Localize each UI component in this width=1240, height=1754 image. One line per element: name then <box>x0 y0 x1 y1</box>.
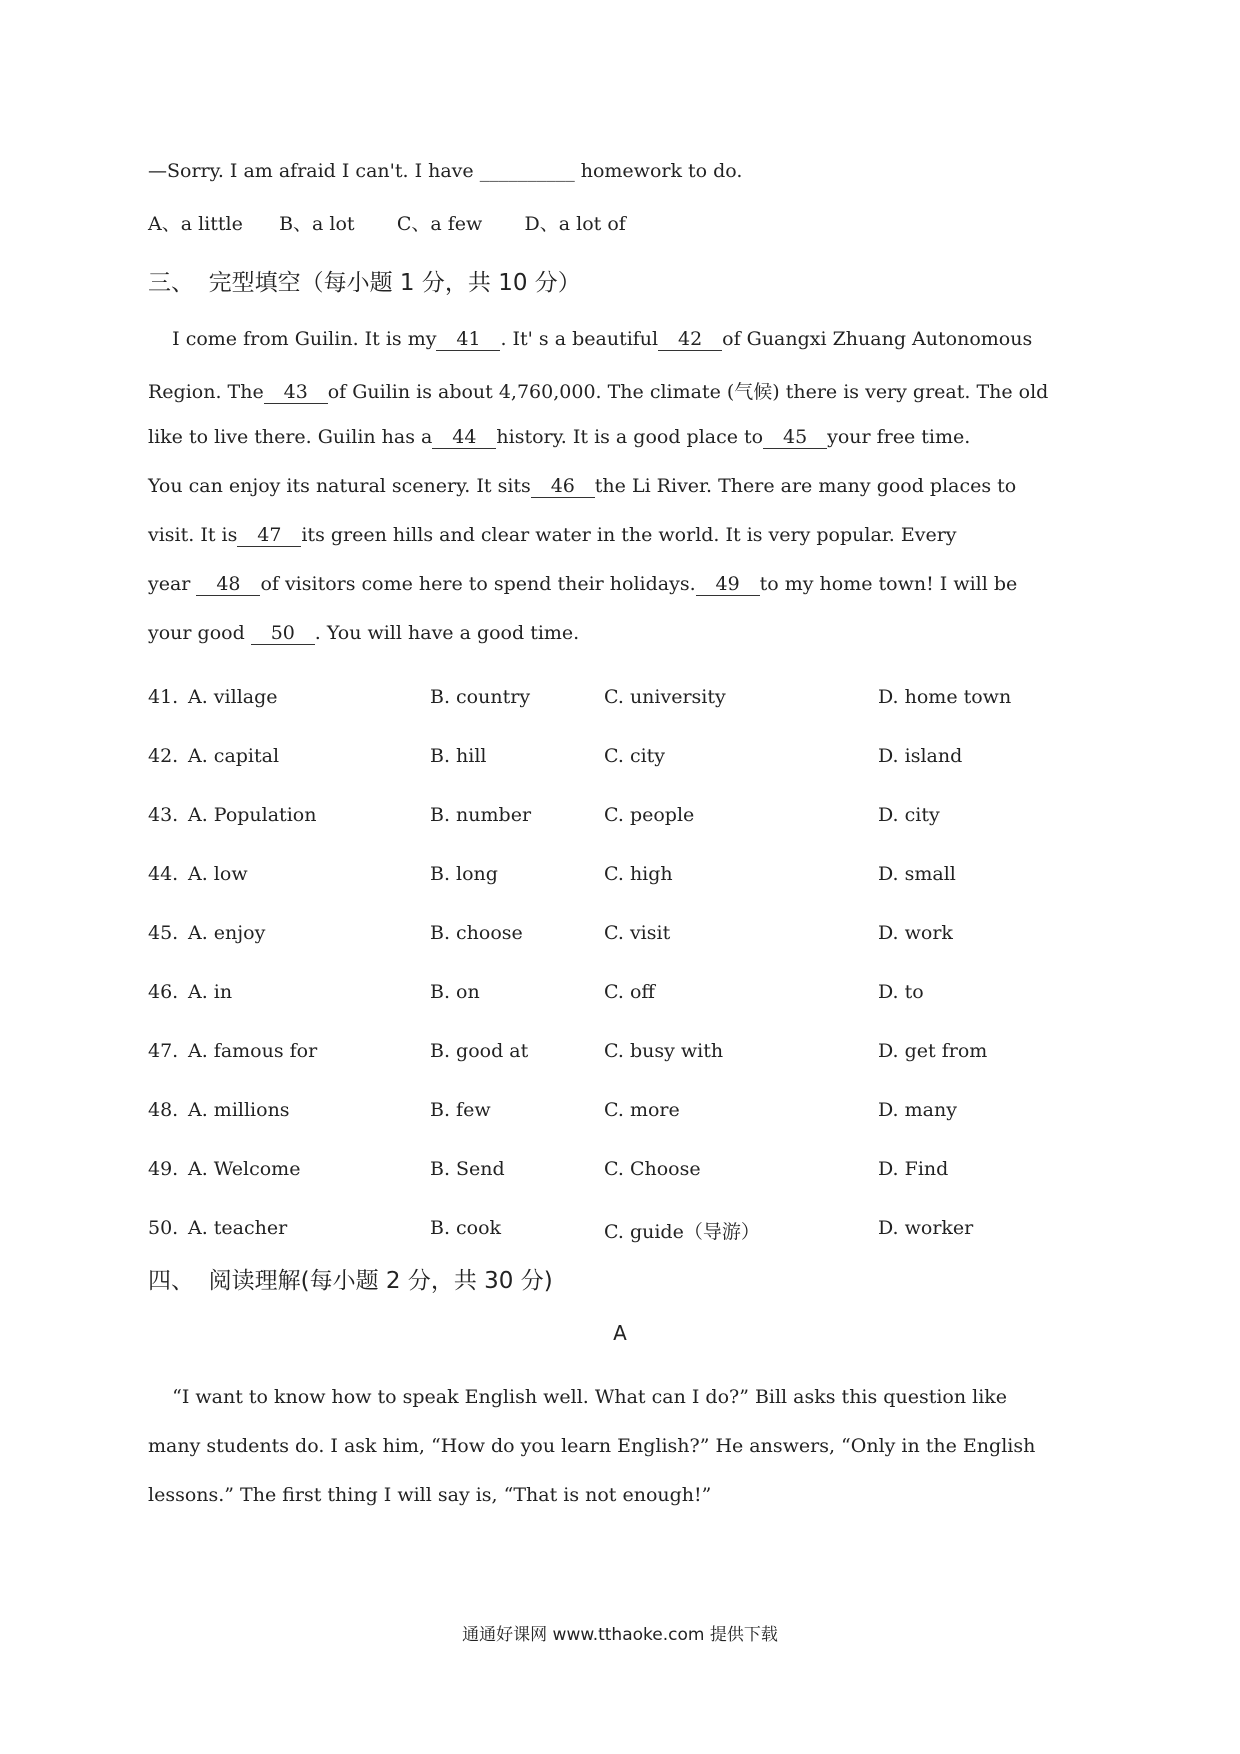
passage-line <box>148 328 1092 351</box>
question-row <box>148 1158 1092 1184</box>
passage-text: of Guilin is about 4,760,000. The climate (气候) there is very great. The old <box>327 381 1049 403</box>
blank-48: 48 <box>196 574 260 596</box>
section-heading-cloze: 三、 完型填空（每小题 1 分，共 10 分） <box>148 270 581 296</box>
question-row <box>148 804 1092 830</box>
passage-text: history. It is a good place to <box>496 426 764 448</box>
option-b: B. Send <box>430 1158 505 1180</box>
option-b: B. few <box>430 1099 491 1121</box>
option-c: C. off <box>604 981 655 1003</box>
question-number: 43. <box>148 804 179 826</box>
option-b: B. on <box>430 981 480 1003</box>
option-d: D. work <box>878 922 953 944</box>
option-c: C. university <box>604 686 726 708</box>
passage-label: A <box>613 1321 627 1345</box>
passage-text: of Guangxi Zhuang Autonomous <box>722 328 1033 350</box>
question-number: 47. <box>148 1040 179 1062</box>
option-d: D. Find <box>878 1158 949 1180</box>
option-c: C. people <box>604 804 695 826</box>
option-c: C. visit <box>604 922 671 944</box>
blank-45: 45 <box>763 427 827 449</box>
question-options: A、a little B、a lot C、a few D、a lot of <box>148 213 626 235</box>
passage-line <box>148 377 1092 404</box>
option-c: C. high <box>604 863 673 885</box>
passage-text: . It' s a beautiful <box>500 328 659 350</box>
passage-text: I come from Guilin. It is my <box>148 328 437 350</box>
blank-44: 44 <box>432 427 496 449</box>
option-b: B. long <box>430 863 498 885</box>
option-c: C. city <box>604 745 666 767</box>
question-number: 48. <box>148 1099 179 1121</box>
reading-line: “I want to know how to speak English well. What can I do?” Bill asks this question like <box>148 1386 1008 1408</box>
blank-49: 49 <box>696 574 760 596</box>
option-d: D. small <box>878 863 956 885</box>
reading-line: lessons.” The first thing I will say is, “That is not enough!” <box>148 1484 712 1506</box>
passage-line <box>148 524 1092 547</box>
passage-text: your free time. <box>827 426 971 448</box>
option-d: D. island <box>878 745 963 767</box>
option-c: C. busy with <box>604 1040 724 1062</box>
option-a: A. enjoy <box>188 922 266 944</box>
passage-line <box>148 475 1092 498</box>
passage-line <box>148 573 1092 596</box>
option-b: B. hill <box>430 745 487 767</box>
passage-text: its green hills and clear water in the world. It is very popular. Every <box>301 524 957 546</box>
option-a: A. famous for <box>188 1040 318 1062</box>
option-d: D. many <box>878 1099 957 1121</box>
passage-text: of visitors come here to spend their holidays. <box>260 573 696 595</box>
option-d: D. to <box>878 981 924 1003</box>
question-row <box>148 1040 1092 1066</box>
passage-text: You can enjoy its natural scenery. It sits <box>148 475 531 497</box>
blank-46: 46 <box>531 476 595 498</box>
question-row <box>148 981 1092 1007</box>
question-row <box>148 1099 1092 1125</box>
option-b: B. choose <box>430 922 523 944</box>
passage-text: year <box>148 573 197 595</box>
option-b: B. cook <box>430 1217 502 1239</box>
passage-text: the Li River. There are many good places to <box>594 475 1017 497</box>
option-b: B. good at <box>430 1040 529 1062</box>
passage-text: your good <box>148 622 251 644</box>
option-a: A. low <box>188 863 248 885</box>
question-number: 41. <box>148 686 179 708</box>
blank-50: 50 <box>251 623 315 645</box>
blank-43: 43 <box>264 382 328 404</box>
passage-text: visit. It is <box>148 524 238 546</box>
option-d: D. city <box>878 804 940 826</box>
question-number: 49. <box>148 1158 179 1180</box>
passage-text: Region. The <box>148 381 264 403</box>
option-c: C. Choose <box>604 1158 701 1180</box>
question-row <box>148 745 1092 771</box>
question-number: 46. <box>148 981 179 1003</box>
passage-text: . You will have a good time. <box>314 622 580 644</box>
option-a: A. in <box>188 981 233 1003</box>
passage-line <box>148 622 1092 645</box>
option-d: D. home town <box>878 686 1012 708</box>
question-prompt: —Sorry. I am afraid I can't. I have __________ homework to do. <box>148 160 743 182</box>
question-row <box>148 686 1092 712</box>
question-row <box>148 1217 1092 1243</box>
option-c: C. guide（导游） <box>604 1221 760 1243</box>
blank-41: 41 <box>436 329 500 351</box>
option-a: A. teacher <box>188 1217 288 1239</box>
option-a: A. millions <box>188 1099 290 1121</box>
reading-line: many students do. I ask him, “How do you learn English?” He answers, “Only in the English <box>148 1435 1036 1457</box>
question-row <box>148 922 1092 948</box>
option-a: A. Welcome <box>188 1158 301 1180</box>
blank-42: 42 <box>658 329 722 351</box>
passage-text: like to live there. Guilin has a <box>148 426 433 448</box>
option-a: A. village <box>188 686 278 708</box>
option-c: C. more <box>604 1099 680 1121</box>
footer-text: 通通好课网 www.tthaoke.com 提供下载 <box>462 1625 778 1645</box>
question-number: 50. <box>148 1217 179 1239</box>
question-number: 44. <box>148 863 179 885</box>
option-b: B. country <box>430 686 531 708</box>
option-b: B. number <box>430 804 532 826</box>
passage-text: to my home town! I will be <box>759 573 1018 595</box>
question-number: 42. <box>148 745 179 767</box>
option-a: A. capital <box>188 745 280 767</box>
option-d: D. get from <box>878 1040 988 1062</box>
blank-47: 47 <box>237 525 301 547</box>
passage-line <box>148 426 1092 449</box>
section-heading-reading: 四、 阅读理解(每小题 2 分，共 30 分) <box>148 1268 553 1294</box>
question-number: 45. <box>148 922 179 944</box>
option-a: A. Population <box>188 804 317 826</box>
question-row <box>148 863 1092 889</box>
option-d: D. worker <box>878 1217 974 1239</box>
